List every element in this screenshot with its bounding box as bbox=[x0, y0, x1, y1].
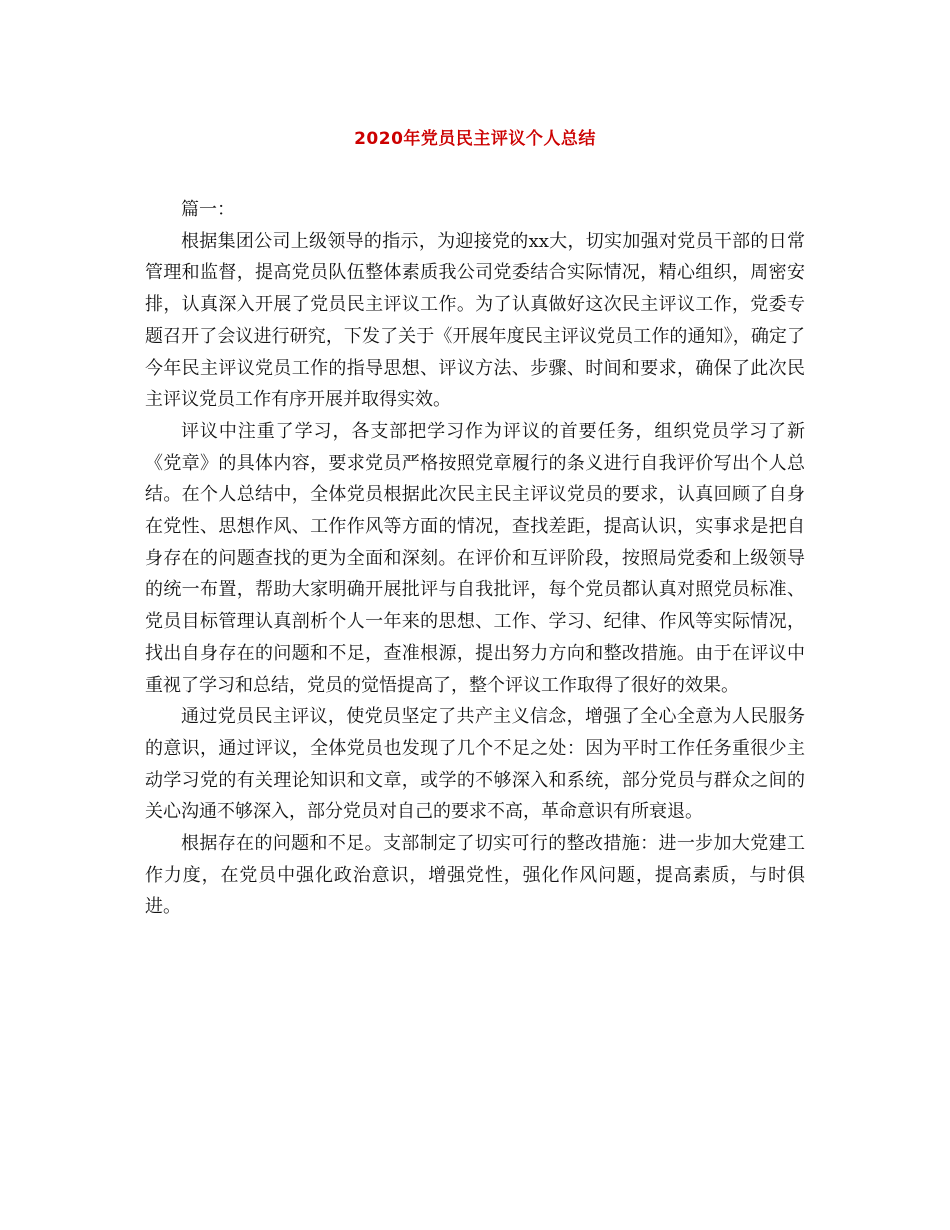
section-label: 篇一： bbox=[181, 199, 235, 220]
paragraph-3: 通过党员民主评议，使党员坚定了共产主义信念，增强了全心全意为人民服务的意识，通过评议，全体党员也发现了几个不足之处：因为平时工作任务重很少主动学习党的有关理论知识和文章，或学的不够深入和系统，部分党员与群众之间的关心沟通不够深入，部分党员对自己的要求不高，革命意识有所衰退。 bbox=[145, 706, 805, 823]
paragraph-2: 评议中注重了学习，各支部把学习作为评议的首要任务，组织党员学习了新《党章》的具体内容，要求党员严格按照党章履行的条义进行自我评价写出个人总结。在个人总结中，全体党员根据此次民主民主评议党员的要求，认真回顾了自身在党性、思想作风、工作作风等方面的情况，查找差距，提高认识，实事求是把自身存在的问题查找的更为全面和深刻。在评价和互评阶段，按照局党委和上级领导的统一布置，帮助大家明确开展批评与自我批评，每个党员都认真对照党员标准、党员目标管理认真剖析个人一年来的思想、工作、学习、纪律、作风等实际情况，找出自身存在的问题和不足，查准根源，提出努力方向和整改措施。由于在评议中重视了学习和总结，党员的觉悟提高了，整个评议工作取得了很好的效果。 bbox=[145, 420, 805, 696]
document-body bbox=[145, 194, 805, 923]
paragraph-4: 根据存在的问题和不足。支部制定了切实可行的整改措施：进一步加大党建工作力度，在党员中强化政治意识，增强党性，强化作风问题，提高素质，与时俱进。 bbox=[145, 833, 805, 918]
document-title: 2020年党员民主评议个人总结 bbox=[354, 129, 596, 149]
paragraph-1: 根据集团公司上级领导的指示，为迎接党的xx大，切实加强对党员干部的日常管理和监督，提高党员队伍整体素质我公司党委结合实际情况，精心组织，周密安排，认真深入开展了党员民主评议工作。为了认真做好这次民主评议工作，党委专题召开了会议进行研究，下发了关于《开展年度民主评议党员工作的通知》，确定了今年民主评议党员工作的指导思想、评议方法、步骤、时间和要求，确保了此次民主评议党员工作有序开展并取得实效。 bbox=[145, 230, 805, 411]
